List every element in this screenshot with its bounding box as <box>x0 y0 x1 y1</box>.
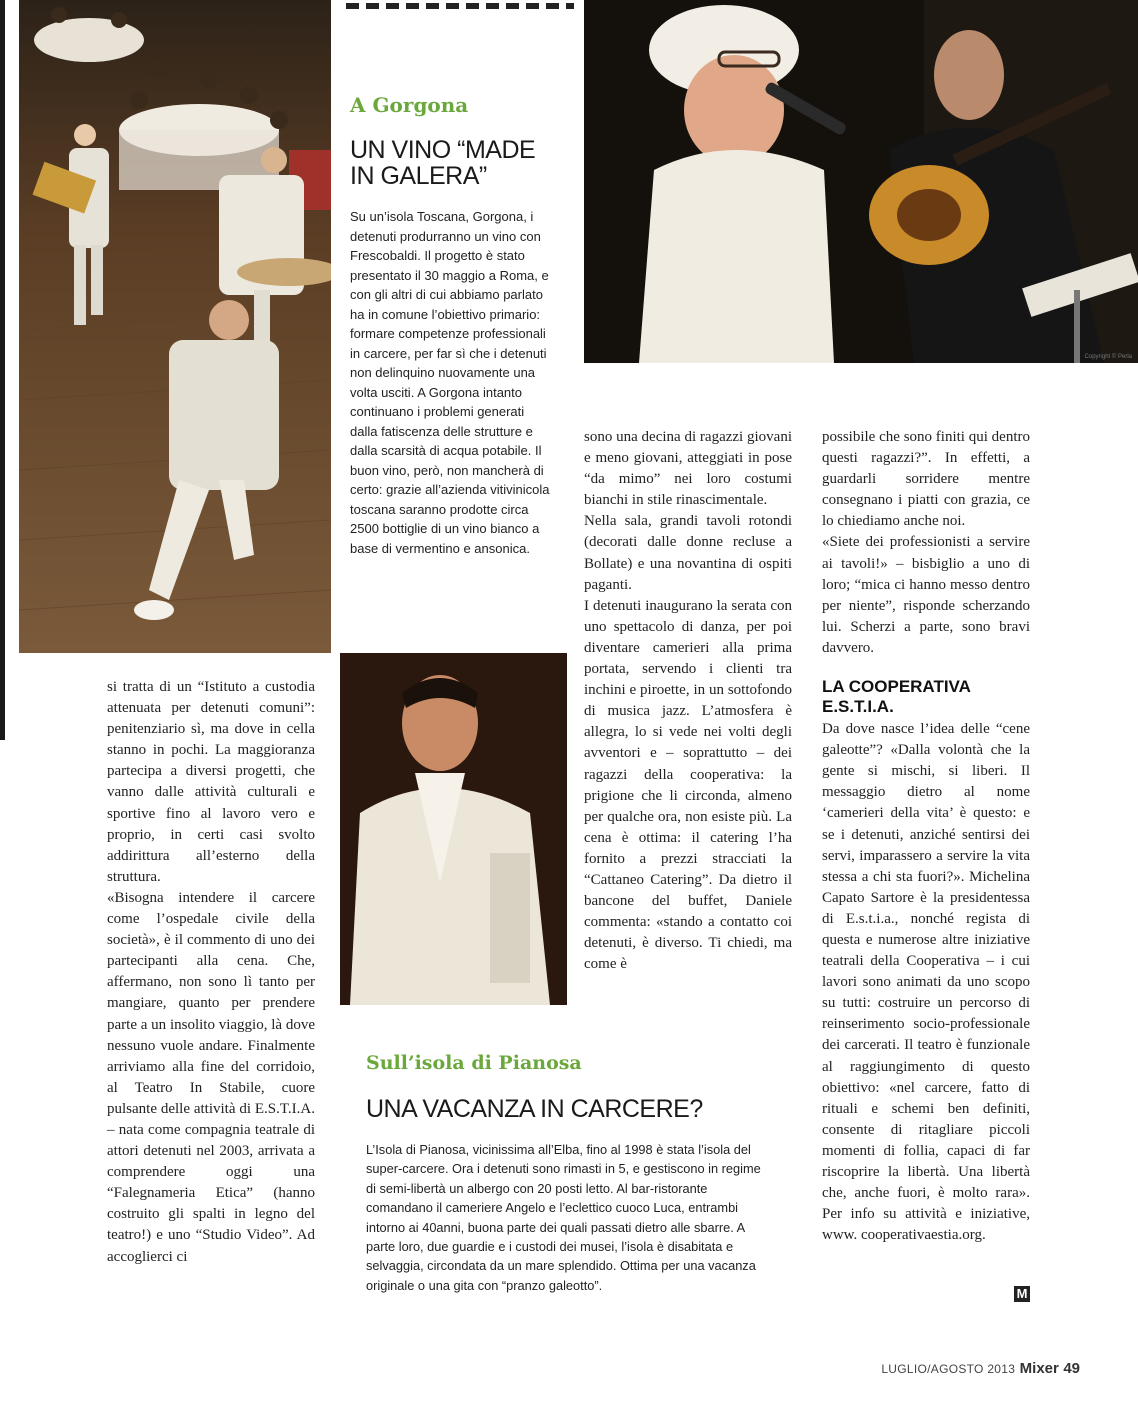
gorgona-title-line2: IN GALERA” <box>350 162 487 190</box>
footer-page-number: 49 <box>1063 1360 1080 1377</box>
column-2 <box>584 427 792 975</box>
gorgona-title-line1: UN VINO “MADE <box>350 136 536 164</box>
left-edge-rule <box>0 0 5 740</box>
end-of-article-mark: M <box>1014 1286 1030 1302</box>
column1-paragraph-1: si tratta di un “Istituto a custodia attenuata per detenuti comuni”: penitenziario sì, ma dove in cella stanno in pochi. La maggioranza partecipa a diversi progetti, che vanno dalle attività culturali e sportive fino al lavoro vero e proprio, in certi casi svolto addirittura all’esterno della struttura. <box>107 679 315 885</box>
column-1 <box>107 677 315 1268</box>
pianosa-kicker: Sull’isola di Pianosa <box>366 1052 582 1074</box>
photo-credit: Copyright © Perla <box>1084 354 1132 360</box>
column2-paragraph-3: I detenuti inaugurano la serata con uno spettacolo di danza, per poi diventare camerieri alla prima portata, servendo i clienti tra inchini e piroette, in un sottofondo di musica jazz. L’atmosfera è allegra, lo si vede nei volti degli avventori e – soprattutto – dei ragazzi della cooperativa: la prigione che li circonda, almeno per qualche ora, non esiste più. La cena è ottima: il catering l’ha fornito a prezzi stracciati la “Cattaneo Catering”. Da dietro il bancone del buffet, Daniele commenta: «stando a contatto coi detenuti, è diverso. Ti chiedi, ma come è <box>584 597 792 973</box>
column2-paragraph-1: sono una decina di ragazzi giovani e meno giovani, atteggiati in pose “da mimo” nei loro costumi bianchi in stile rinascimentale. <box>584 429 792 509</box>
column3-paragraph-2: «Siete dei professionisti a servire ai tavoli!» – bisbiglio a uno di loro; “mica ci hanno messo dentro per niente”, risponde scherzando lui. Scherzi a parte, sono bravi davvero. <box>822 534 1030 656</box>
gorgona-kicker: A Gorgona <box>350 93 469 117</box>
cooperativa-heading-line1: LA COOPERATIVA <box>822 677 971 697</box>
photo-waiters-dance <box>19 0 331 653</box>
column1-paragraph-2: «Bisogna intendere il carcere come l’ospedale civile della società», è il commento di uno dei partecipanti alla cena. Che, affermano, non sono lì tanto per mangiare, quanto per prendere parte a un insolito viaggio, là dove nessuno vuole andare. Finalmente arriviamo alla fine del corridoio, al Teatro In Stabile, cuore pulsante delle attività di E.S.T.I.A. – nata come compagnia teatrale di attori detenuti nel 2003, arrivata a comprendere oggi una “Falegnameria Etica” (hanno costruito gli spalti in legno del teatro!) e uno “Studio Video”. Ad accoglierci ci <box>107 889 315 1265</box>
pianosa-body: L’Isola di Pianosa, vicinissima all’Elba, fino al 1998 è stata l’isola del super-carcere. Ora i detenuti sono rimasti in 5, e gestiscono in regime di semi-libertà un albergo con 20 posti letto. Al bar-ristorante comandano il cameriere Angelo e l’eclettico cuoco Luca, entrambi intorno ai 40anni, buona parte dei quali passati dietro alle sbarre. A parte loro, due guardie e i custodi dei musei, l’isola è disabitata e selvaggia, circondata da un mare splendido. Ottima per una vacanza originale o una gita con “pranzo galeotto”. <box>366 1142 761 1293</box>
dashed-rule <box>346 3 574 9</box>
column-3 <box>822 427 1030 1246</box>
photo-singer-guitarist <box>584 0 1138 363</box>
footer-magazine: Mixer <box>1019 1360 1059 1377</box>
photo-actor-portrait <box>340 653 567 1005</box>
gorgona-body: Su un’isola Toscana, Gorgona, i detenuti produrranno un vino con Frescobaldi. Il progetto è stato presentato il 30 maggio a Roma, e con gli altri di cui abbiamo parlato ha in comune l’obiettivo primario: formare competenze professionali in carcere, per far sì che i detenuti non delinquino nuovamente una volta usciti. A Gorgona intanto continuano i problemi generati dalla fatiscenza delle strutture e dalla scarsità di acqua potabile. Il buon vino, però, non mancherà di certo: grazie all’azienda vitivinicola toscana saranno prodotte circa 2500 bottiglie di un vino bianco a base di vermentino e ansonica. <box>350 209 550 556</box>
column2-paragraph-2: Nella sala, grandi tavoli rotondi (decorati dalle donne recluse a Bollate) e una novantina di ospiti paganti. <box>584 513 792 593</box>
column3-paragraph-1: possibile che sono finiti qui dentro questi ragazzi?”. In effetti, a guardarli sorridere mentre consegnano i piatti con grazia, ce lo chiediamo anche noi. <box>822 429 1030 530</box>
column3-paragraph-3: Da dove nasce l’idea delle “cene galeotte”? «Dalla volontà che la gente si mischi, si liberi. Il messaggio dietro al nome ‘camerieri della vita’ è questo: e se i detenuti, anziché sentirsi dei servi, imparassero a servire la vita stessa a chi sta fuori?». Michelina Capato Sartore è la presidentessa di E.s.t.i.a., nonché regista di questa e numerose altre iniziative teatrali della Cooperativa – i cui lavori sono animati da uno scopo su tutti: costruire un percorso di reinserimento socio-professionale dei carcerati. Il teatro è funzionale al raggiungimento di questo obiettivo: «nel carcere, fatto di rituali e schemi ben definiti, consente di ritagliare piccoli momenti di follia, capaci di far riscoprire la libertà. Una libertà che, anche fuori, è molto rara». Per info su attività e iniziative, www. cooperativaestia.org. <box>822 721 1030 1244</box>
cooperativa-heading-line2: E.S.T.I.A. <box>822 697 894 717</box>
cooperativa-heading <box>822 677 1030 717</box>
page-footer <box>840 1360 1080 1378</box>
footer-issue: LUGLIO/AGOSTO 2013 <box>881 1362 1016 1376</box>
pianosa-title: UNA VACANZA IN CARCERE? <box>366 1095 703 1123</box>
